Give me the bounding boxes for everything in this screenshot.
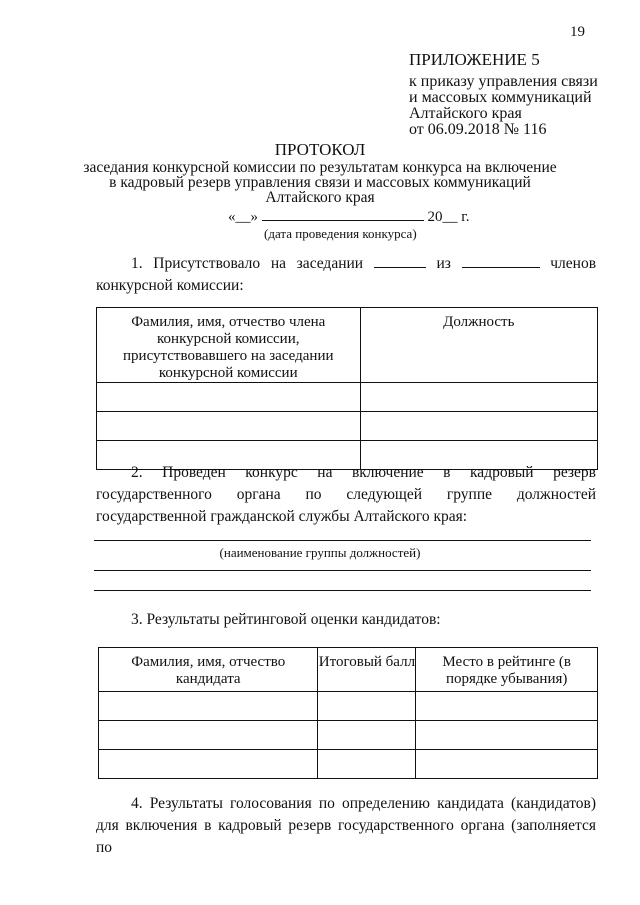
table-cell [99,692,318,721]
date-month-blank [262,208,424,221]
table-cell [416,692,598,721]
protocol-subtitle: заседания конкурсной комиссии по результатам конкурса на включение в кадровый резерв управления связи и массовых коммуникаций Алтайского края [83,159,557,206]
section3-paragraph: 3. Результаты рейтинговой оценки кандидатов: [131,611,441,628]
date-day-placeholder: «__» [228,209,258,225]
protocol-title: ПРОТОКОЛ [274,140,366,159]
table-cell [318,721,416,750]
appendix-title: ПРИЛОЖЕНИЕ 5 [409,50,540,69]
position-group-line [94,540,591,541]
date-caption: (дата проведения конкурса) [264,226,417,241]
appendix-line: от 06.09.2018 № 116 [409,121,547,138]
table-cell [318,750,416,779]
table-cell [97,412,361,441]
table-cell [360,383,597,412]
table-row [99,692,598,721]
table-cell [99,750,318,779]
present-count-blank [374,253,426,268]
table-cell [97,383,361,412]
table-row [99,750,598,779]
table-cell [416,750,598,779]
table-header: Фамилия, имя, отчество члена конкурсной комиссии, присутствовавшего на заседании конкурсной комиссии [97,308,361,383]
total-count-blank [462,253,540,268]
table-row [97,412,598,441]
appendix-line: к приказу управления связи [409,73,598,90]
date-field-row [228,208,469,226]
appendix-line: Алтайского края [409,105,522,122]
blank-line [94,570,591,571]
table-header: Должность [360,308,597,383]
table-cell [360,412,597,441]
table-cell [416,721,598,750]
position-group-caption: (наименование группы должностей) [219,545,421,560]
section2-paragraph: 2. Проведен конкурс на включение в кадровый резерв государственного органа по следующей группе должностей государственной гражданской службы Алтайского края: [96,464,596,525]
table-row [97,383,598,412]
date-year-placeholder: 20__ г. [427,209,470,225]
section1-text-c: членов конкурсной комиссии: [96,255,597,294]
commission-members-table [96,307,598,470]
table-row [99,721,598,750]
appendix-block [409,52,598,138]
candidate-rating-table [98,647,598,779]
table-header: Место в рейтинге (в порядке убывания) [416,648,598,692]
section1-paragraph [96,253,596,297]
section1-text-a: 1. Присутствовало на заседании [131,255,364,272]
blank-line [94,590,591,591]
table-cell [99,721,318,750]
table-header: Итоговый балл [318,648,416,692]
table-cell [318,692,416,721]
section4-paragraph: 4. Результаты голосования по определению кандидата (кандидатов) для включения в кадровый резерв государственного органа (заполняется по [96,795,596,856]
page-number: 19 [570,24,585,40]
table-header: Фамилия, имя, отчество кандидата [99,648,318,692]
section1-text-b: из [436,255,451,272]
appendix-line: и массовых коммуникаций [409,89,592,106]
